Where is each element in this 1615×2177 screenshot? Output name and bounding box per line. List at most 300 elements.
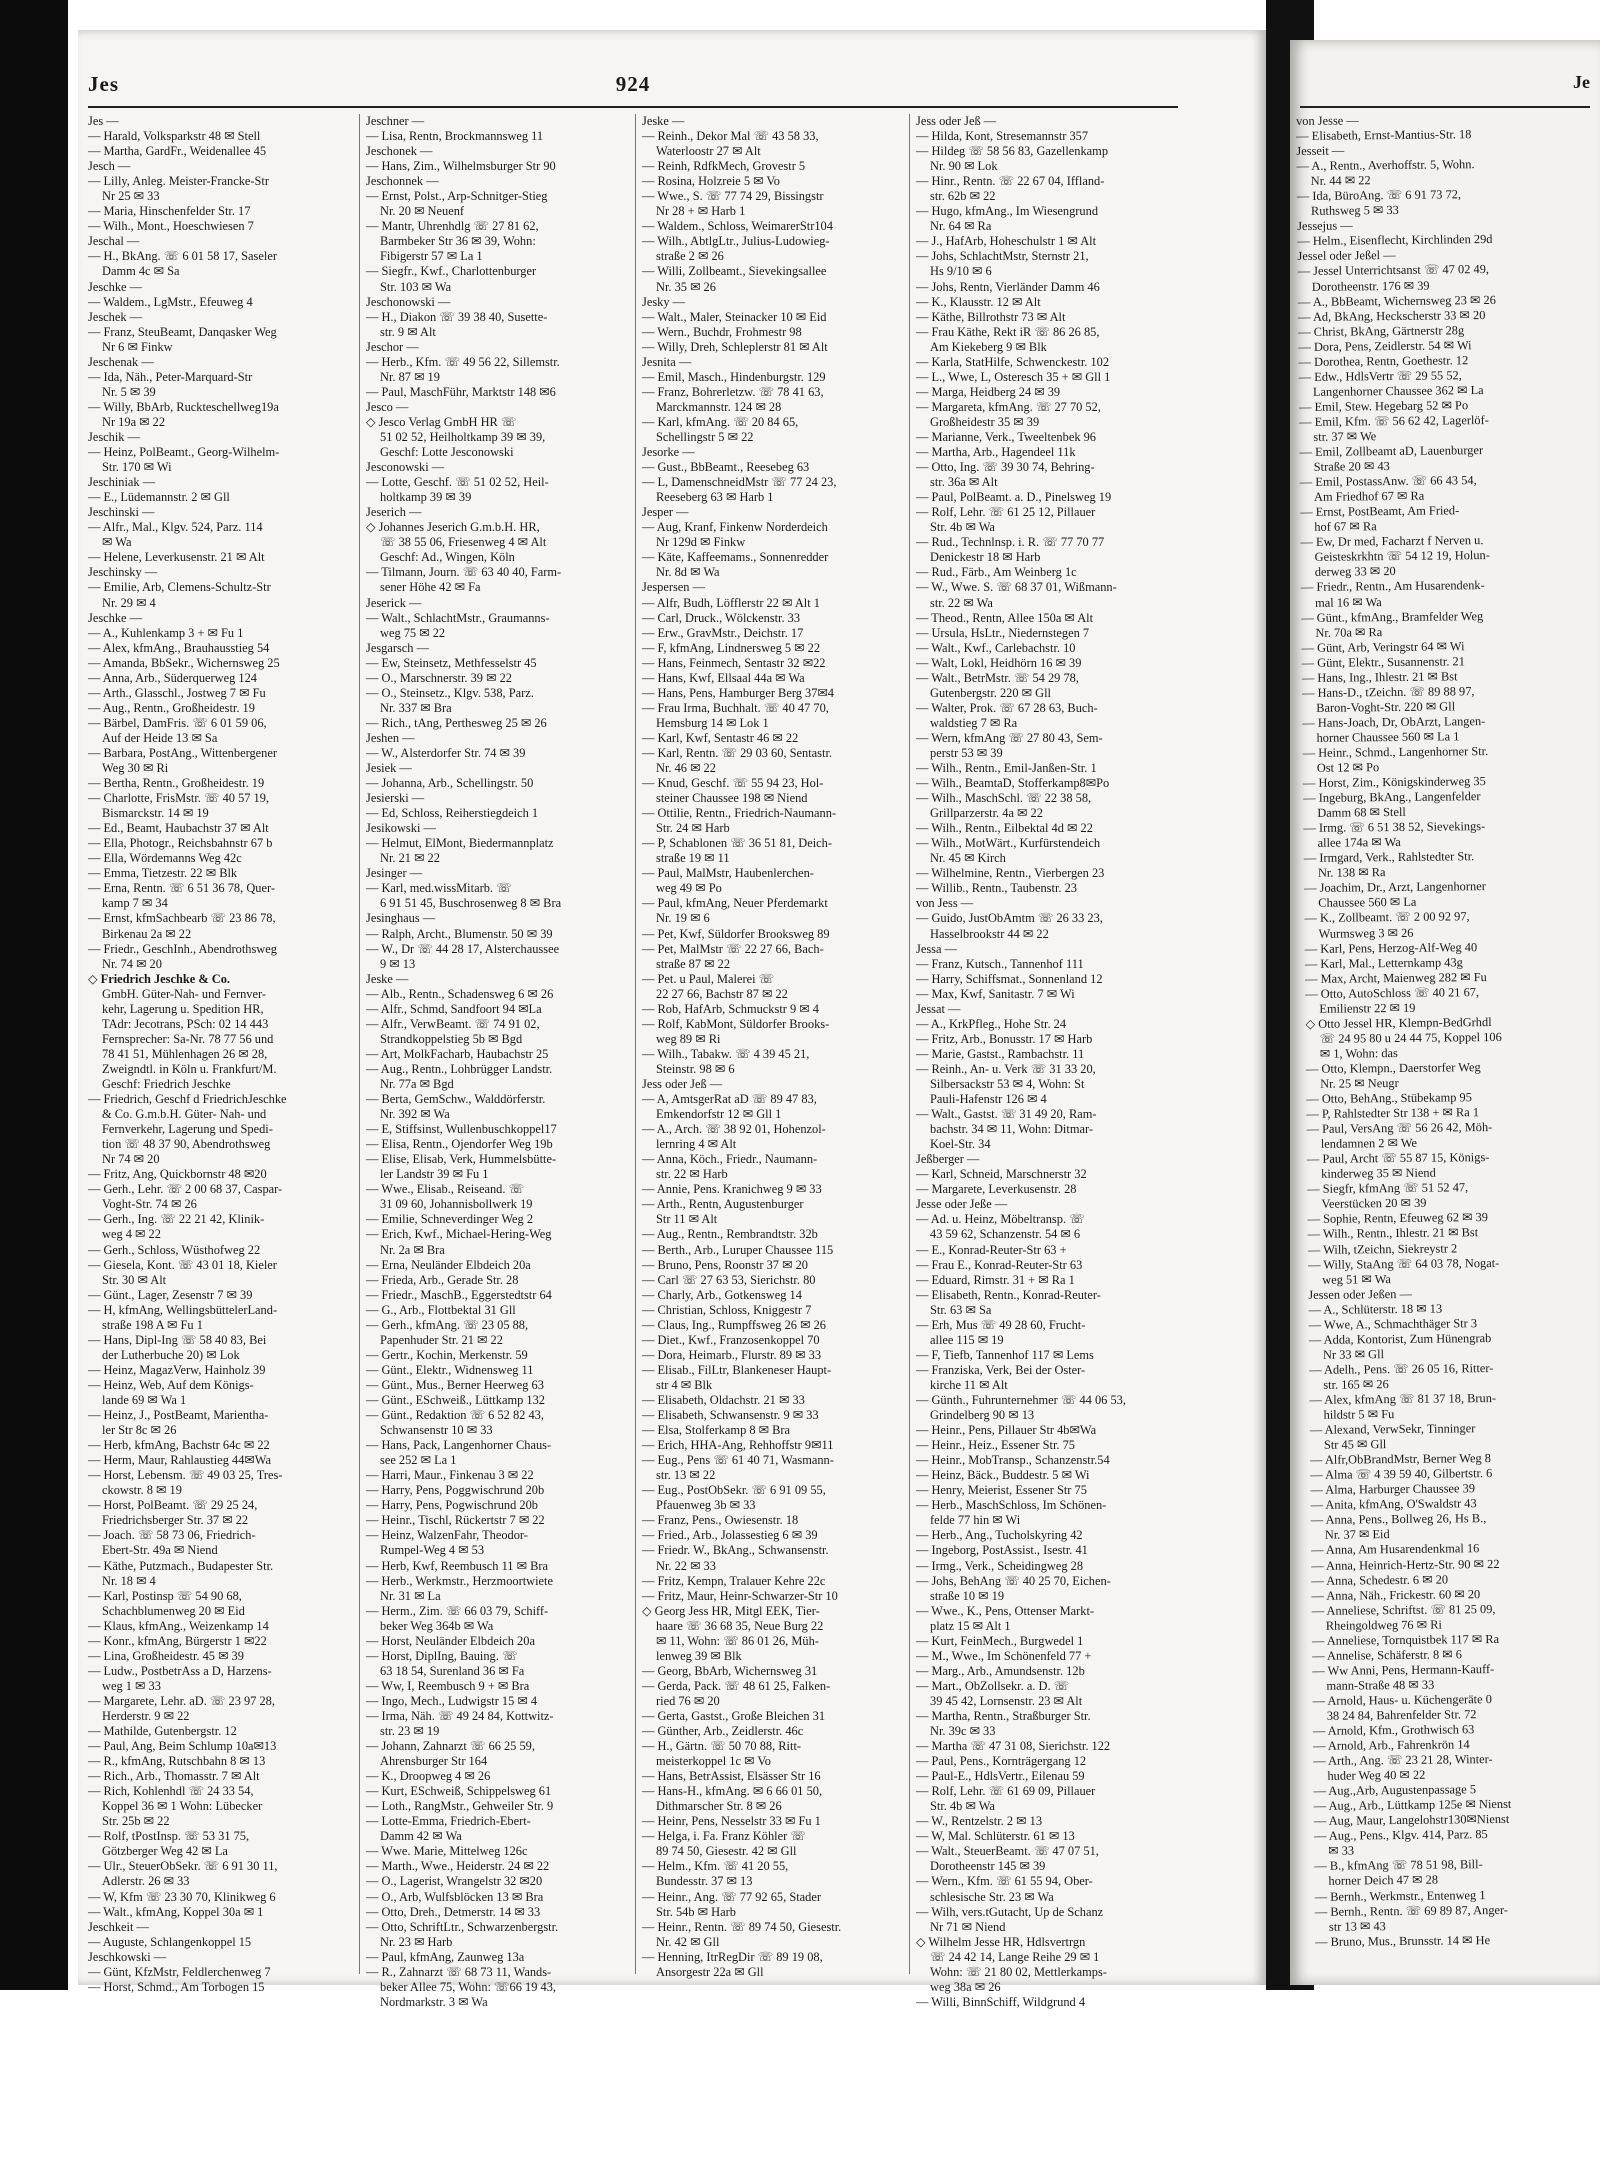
directory-entry-line: — W, Mal. Schlüterstr. 61 ✉ 13 <box>916 1829 1075 1844</box>
directory-entry-line: Marckmannstr. 124 ✉ 28 <box>656 399 782 414</box>
directory-entry-line: ler Str 8c ✉ 26 <box>102 1423 177 1438</box>
directory-entry-line: Nr. 25 ✉ Neugr <box>1320 1075 1399 1091</box>
page-number: 924 <box>615 72 651 96</box>
directory-entry-line: — Wilh., Mont., Hoeschwiesen 7 <box>88 219 254 234</box>
directory-entry-line: — H., Gärtn. ☏ 50 70 88, Ritt- <box>642 1739 802 1754</box>
directory-entry-line: str. 62b ✉ 22 <box>930 189 996 204</box>
directory-entry-line: — Wilh., Rentn., Eilbektal 4d ✉ 22 <box>916 821 1093 836</box>
directory-column-2 <box>366 114 628 2009</box>
directory-entry-line: — Gerh., Lehr. ☏ 2 00 68 37, Caspar- <box>88 1182 283 1197</box>
directory-entry-line: Großheidestr 35 ✉ 39 <box>930 414 1040 429</box>
directory-entry-line: Steinstr. 98 ✉ 6 <box>656 1061 735 1076</box>
directory-entry-line: — Diet., Kwf., Franzosenkoppel 70 <box>642 1332 820 1347</box>
directory-entry-line: str. 22 ✉ Wa <box>930 595 993 610</box>
directory-entry-line: Götzberger Weg 42 ✉ La <box>102 1844 228 1859</box>
directory-entry-line: — Otto, AutoSchloss ☏ 40 21 67, <box>1305 984 1480 1001</box>
directory-entry-line: — Alma ☏ 4 39 59 40, Gilbertstr. 6 <box>1310 1466 1493 1483</box>
directory-entry-line: — Elsa, Stolferkamp 8 ✉ Bra <box>642 1423 791 1438</box>
directory-entry-line: — Anneliese, Tornquistbek 117 ✉ Ra <box>1311 1631 1500 1648</box>
directory-entry-line: — Wern., Kfm. ☏ 61 55 94, Ober- <box>916 1874 1093 1889</box>
directory-entry-line: ried 76 ✉ 20 <box>656 1693 720 1708</box>
directory-entry-line: — Alfr., Mal., Klgv. 524, Parz. 114 <box>88 520 263 535</box>
directory-entry-line: Jessat — <box>916 1001 961 1016</box>
directory-entry-line: Koel-Str. 34 <box>930 1137 991 1152</box>
directory-entry-line: — Paul, VersAng ☏ 56 26 42, Möh- <box>1306 1120 1493 1137</box>
directory-entry-line: — Ew, Steinsetz, Methfesselstr 45 <box>366 655 537 670</box>
directory-entry-line: — Paul, Archt ☏ 55 87 15, Königs- <box>1306 1150 1490 1167</box>
directory-entry-line: — Horst, Schmd., Am Torbogen 15 <box>88 1979 265 1994</box>
directory-entry-line: ◇ Johannes Jeserich G.m.b.H. HR, <box>366 520 540 535</box>
directory-entry-line: haare ☏ 36 68 35, Neue Burg 22 <box>656 1618 824 1633</box>
directory-entry-line: — Walt., Maler, Steinacker 10 ✉ Eid <box>642 309 827 324</box>
directory-entry-line: — Alexand, VerwSekr, Tinninger <box>1309 1421 1476 1438</box>
directory-entry-line: — Irmg., Verk., Scheidingweg 28 <box>916 1558 1084 1573</box>
directory-entry-line: — O., Lagerist, Wrangelstr 32 ✉20 <box>366 1874 543 1889</box>
directory-entry-line: Geschf: Friedrich Jeschke <box>102 1077 231 1091</box>
directory-entry-line: — Margareta, kfmAng. ☏ 27 70 52, <box>916 399 1101 414</box>
directory-entry-line: — Georg, BbArb, Wichernsweg 31 <box>642 1663 818 1678</box>
directory-entry-line: — Otto, Klempn., Daerstorfer Weg <box>1305 1060 1481 1076</box>
directory-entry-line: — Paul, Pens., Kornträgergang 12 <box>916 1754 1087 1769</box>
directory-entry-line: — Walt., Gastst. ☏ 31 49 20, Ram- <box>916 1107 1097 1122</box>
directory-entry-line: — Gust., BbBeamt., Reesebeg 63 <box>642 460 810 475</box>
directory-entry-line: Emilienstr 22 ✉ 19 <box>1319 1000 1416 1016</box>
directory-entry-line: — Herb., Kfm. ☏ 49 56 22, Sillemstr. <box>366 354 560 369</box>
directory-entry-line: — Rolf, Lehr. ☏ 61 69 09, Pillauer <box>916 1784 1096 1799</box>
directory-entry-line: — Rolf, KabMont, Süldorfer Brooks- <box>642 1016 830 1031</box>
directory-column-1 <box>88 114 350 1994</box>
directory-entry-line: straße 87 ✉ 22 <box>656 956 731 971</box>
directory-entry-line: — Margarete, Leverkusenstr. 28 <box>916 1182 1077 1197</box>
directory-entry-line: Jessel oder Jeßel — <box>1297 248 1396 264</box>
directory-entry-line: — Johs, Rentn, Vierländer Damm 46 <box>916 279 1100 294</box>
directory-entry-line: — B., kfmAng ☏ 78 51 98, Bill- <box>1314 1857 1483 1874</box>
directory-entry-line: — Aug, Maur, Langelohstr130✉Nienst <box>1313 1812 1510 1829</box>
directory-entry-line: Ruthsweg 5 ✉ 33 <box>1310 203 1399 219</box>
directory-entry-line: — Bärbel, DamFris. ☏ 6 01 59 06, <box>88 715 267 730</box>
directory-entry-line: — Arth., Rentn, Augustenburger <box>642 1197 804 1212</box>
directory-entry-line: — Theod., Rentn, Allee 150a ✉ Alt <box>916 610 1094 625</box>
directory-entry-line: — Lilly, Anleg. Meister-Francke-Str <box>88 174 269 189</box>
directory-entry-line: — Elisa, Rentn., Ojendorfer Weg 19b <box>366 1137 553 1152</box>
directory-entry-line: Nr. 8d ✉ Wa <box>656 565 720 580</box>
directory-entry-line: — Walt., BetrMstr. ☏ 54 29 78, <box>916 670 1079 685</box>
directory-entry-line: — A., Kuhlenkamp 3 + ✉ Fu 1 <box>88 625 244 640</box>
column-divider <box>909 114 910 1974</box>
directory-entry-line: — Harry, Pens, Poggwischrund 20b <box>366 1483 545 1498</box>
directory-entry-line: Damm 68 ✉ Stell <box>1317 805 1406 820</box>
directory-entry-line: — Fritz, Ang, Quickbornstr 48 ✉20 <box>88 1167 267 1182</box>
right-page-header <box>1300 72 1590 108</box>
directory-entry-line: — Irmg. ☏ 6 51 38 52, Sievekings- <box>1303 819 1486 836</box>
directory-entry-line: — Heinz, Web, Auf dem Königs- <box>88 1377 254 1392</box>
directory-entry-line: — Emil, PostassAnw. ☏ 66 43 54, <box>1299 473 1477 490</box>
directory-entry-line: Nr. 46 ✉ 22 <box>656 761 716 776</box>
directory-entry-line: weg 75 ✉ 22 <box>380 625 446 640</box>
directory-entry-line: — Friedr., Rentn., Am Husarendenk- <box>1300 578 1485 595</box>
directory-entry-line: — Sophie, Rentn, Efeuweg 62 ✉ 39 <box>1307 1210 1489 1227</box>
directory-entry-line: Ansorgestr 22a ✉ Gll <box>656 1964 764 1979</box>
directory-entry-line: Jess oder Jeß — <box>916 114 997 128</box>
directory-entry-line: Dorotheenstr. 176 ✉ 39 <box>1311 278 1430 294</box>
directory-entry-line: — Karl, med.wissMitarb. ☏ <box>366 881 512 896</box>
directory-entry-line: Birkenau 2a ✉ 22 <box>102 926 192 941</box>
directory-entry-line: — Horst, DiplIng, Bauing. ☏ <box>366 1648 518 1663</box>
directory-entry-line: — Heinr., Rentn. ☏ 89 74 50, Giesestr. <box>642 1919 842 1934</box>
directory-entry-line: Nr. 21 ✉ 22 <box>380 851 440 866</box>
directory-entry-line: — Alex, kfmAng., Brauhausstieg 54 <box>88 640 270 655</box>
directory-entry-line: Jeschal — <box>88 234 140 249</box>
directory-entry-line: — Johs, BehAng ☏ 40 25 70, Eichen- <box>916 1573 1111 1588</box>
directory-entry-line: Geschf: Lotte Jesconowski <box>380 445 514 460</box>
directory-entry-line: — Fritz, Arb., Bonusstr. 17 ✉ Harb <box>916 1031 1093 1046</box>
right-running-head: Je <box>1573 72 1590 92</box>
directory-entry-line: huder Weg 40 ✉ 22 <box>1327 1767 1426 1783</box>
directory-entry-line: Hemsburg 14 ✉ Lok 1 <box>656 715 769 730</box>
directory-entry-line: — Ernst, kfmSachbearb ☏ 23 86 78, <box>88 911 276 926</box>
directory-entry-line: — Johs, SchlachtMstr, Sternstr 21, <box>916 249 1089 264</box>
directory-entry-line: — Giesela, Kont. ☏ 43 01 18, Kieler <box>88 1257 277 1272</box>
directory-entry-line: Jeschner — <box>366 114 425 128</box>
directory-entry-line: — Christ, BkAng, Gärtnerstr 28g <box>1298 322 1465 339</box>
directory-entry-line: — Walt., Kwf., Carlebachstr. 10 <box>916 640 1076 655</box>
directory-entry-line: — Gerh., Schloss, Wüsthofweg 22 <box>88 1242 261 1257</box>
directory-entry-line: Nr. 31 ✉ La <box>380 1588 441 1603</box>
directory-entry-line: — Erich, HHA-Ang, Rehhoffstr 9✉11 <box>642 1438 834 1453</box>
directory-entry-line: & Co. G.m.b.H. Güter- Nah- und <box>102 1107 267 1122</box>
directory-entry-line: lenweg 39 ✉ Blk <box>656 1648 742 1663</box>
directory-entry-line: Nr. 87 ✉ 19 <box>380 369 440 384</box>
directory-entry-line: Rumpel-Weg 4 ✉ 53 <box>380 1543 485 1558</box>
directory-entry-line: — Adda, Kontorist, Zum Hünengrab <box>1308 1330 1492 1347</box>
directory-entry-line: — Paul, MalMstr, Haubenlerchen- <box>642 866 814 881</box>
directory-entry-line: — Hans, Pens, Hamburger Berg 37✉4 <box>642 685 834 700</box>
directory-entry-line: Jeschik — <box>88 429 140 444</box>
directory-entry-line: — Heinz, MagazVerw, Hainholz 39 <box>88 1362 266 1377</box>
directory-entry-line: — Günt, KfzMstr, Feldlerchenweg 7 <box>88 1964 271 1979</box>
directory-entry-line: Nr 74 ✉ 20 <box>102 1152 160 1167</box>
directory-entry-line: — Waldem., LgMstr., Efeuweg 4 <box>88 294 253 309</box>
directory-entry-line: — Heinr., Schmd., Langenhorner Str. <box>1302 743 1489 760</box>
directory-entry-line: Str 11 ✉ Alt <box>656 1212 718 1227</box>
directory-entry-line: — Wilh., Tabakw. ☏ 4 39 45 21, <box>642 1046 810 1061</box>
directory-entry-line: — F, Tiefb, Tannenhof 117 ✉ Lems <box>916 1347 1094 1362</box>
directory-entry-line: Nr. 70a ✉ Ra <box>1315 624 1383 640</box>
directory-entry-line: — Willy, Dreh, Schleplerstr 81 ✉ Alt <box>642 339 828 354</box>
directory-entry-line: Koppel 36 ✉ 1 Wohn: Lübecker <box>102 1799 263 1814</box>
directory-entry-line: TAdr: Jecotrans, PSch: 02 14 443 <box>102 1016 269 1031</box>
directory-entry-line: — W., Dr ☏ 44 28 17, Alsterchaussee <box>366 941 560 956</box>
directory-entry-line: Damm 42 ✉ Wa <box>380 1829 462 1844</box>
directory-entry-line: — Emilie, Schneverdinger Weg 2 <box>366 1212 534 1227</box>
directory-entry-line: — Herb, Kwf, Reembusch 11 ✉ Bra <box>366 1558 548 1573</box>
directory-entry-line: steiner Chaussee 198 ✉ Niend <box>656 791 808 806</box>
directory-entry-line: — Emil, Kfm. ☏ 56 62 42, Lagerlöf- <box>1299 412 1489 429</box>
directory-entry-line: — Helga, i. Fa. Franz Köhler ☏ <box>642 1829 806 1844</box>
directory-entry-line: straße 2 ✉ 26 <box>656 249 724 264</box>
directory-entry-line: — Harald, Volksparkstr 48 ✉ Stell <box>88 129 261 144</box>
directory-entry-line: — Alfr., Schmd, Sandfoort 94 ✉La <box>366 1001 542 1016</box>
directory-entry-line: — Heinr, Pens, Nesselstr 33 ✉ Fu 1 <box>642 1814 821 1829</box>
directory-entry-line: — Rolf, tPostInsp. ☏ 53 31 75, <box>88 1829 250 1844</box>
page-header <box>88 72 1178 102</box>
directory-entry-line: kamp 7 ✉ 34 <box>102 896 168 911</box>
directory-entry-line: Jeske — <box>642 114 685 128</box>
directory-entry-line: — Günt, Arb, Veringstr 64 ✉ Wi <box>1301 638 1465 655</box>
directory-entry-line: horner Deich 47 ✉ 28 <box>1328 1873 1439 1889</box>
directory-entry-line: — Edw., HdlsVertr ☏ 29 55 52, <box>1298 368 1462 384</box>
directory-entry-line: — A., KrkPfleg., Hohe Str. 24 <box>916 1016 1067 1031</box>
directory-entry-line: — Henry, Meierist, Essener Str 75 <box>916 1483 1087 1498</box>
directory-entry-line: Dorotheenstr 145 ✉ 39 <box>930 1859 1046 1874</box>
directory-entry-line: Pfauenweg 3b ✉ 33 <box>656 1498 756 1513</box>
directory-entry-line: — Emil, Stew. Hegebarg 52 ✉ Po <box>1298 398 1469 414</box>
directory-entry-line: Jeschonek — <box>366 144 433 159</box>
directory-entry-line: Straße 20 ✉ 43 <box>1313 459 1390 474</box>
directory-entry-line: — Hans, Dipl-Ing ☏ 58 40 83, Bei <box>88 1332 267 1347</box>
directory-entry-line: lernring 4 ✉ Alt <box>656 1137 737 1152</box>
directory-entry-line: — Frau Käthe, Rekt iR ☏ 86 26 85, <box>916 324 1100 339</box>
directory-entry-line: — Martha, Rentn., Straßburger Str. <box>916 1708 1091 1723</box>
directory-entry-line: Nr. 18 ✉ 4 <box>102 1573 156 1588</box>
directory-entry-line: Geschf: Ad., Wingen, Köln <box>380 550 515 565</box>
directory-entry-line: — Mantr, Uhrenhdlg ☏ 27 81 62, <box>366 219 539 234</box>
directory-entry-line: — Heinz, PolBeamt., Georg-Wilhelm- <box>88 445 280 460</box>
directory-entry-line: Bundesstr. 37 ✉ 13 <box>656 1874 753 1889</box>
directory-entry-line: Grillparzerstr. 4a ✉ 22 <box>930 806 1043 821</box>
directory-entry-line: ✉ Wa <box>102 535 132 550</box>
directory-entry-line: — Mart., ObZollsekr. a. D. ☏ <box>916 1678 1070 1693</box>
directory-entry-line: Am Kiekeberg 9 ✉ Blk <box>930 339 1047 354</box>
directory-entry-line: — Willy, StaAng ☏ 64 03 78, Nogat- <box>1307 1255 1500 1272</box>
directory-entry-line: — Hans, Zim., Wilhelmsburger Str 90 <box>366 159 556 174</box>
directory-entry-line: Jeserick — <box>366 595 422 610</box>
directory-entry-line: Herderstr. 9 ✉ 22 <box>102 1708 190 1723</box>
directory-entry-line: — A, AmtsgerRat aD ☏ 89 47 83, <box>642 1092 817 1107</box>
directory-entry-line: Jessen oder Jeßen — <box>1308 1286 1413 1302</box>
directory-entry-line: Jeschkowski — <box>88 1949 167 1964</box>
directory-entry-line: 63 18 54, Surenland 36 ✉ Fa <box>380 1663 525 1678</box>
directory-entry-line: — Alfr,ObBrandMstr, Berner Weg 8 <box>1310 1451 1492 1468</box>
directory-entry-line: Jesseit — <box>1296 143 1345 159</box>
directory-entry-line: platz 15 ✉ Alt 1 <box>930 1618 1011 1633</box>
directory-entry-line: kinderweg 35 ✉ Niend <box>1321 1165 1436 1182</box>
directory-entry-line: — Wilh, tZeichn, Siekreystr 2 <box>1307 1240 1458 1257</box>
directory-entry-line: — Martha ☏ 47 31 08, Sierichstr. 122 <box>916 1739 1111 1754</box>
directory-entry-line: — Gertr., Kochin, Merkenstr. 59 <box>366 1347 528 1362</box>
directory-entry-line: — Wwe., K., Pens, Ottenser Markt- <box>916 1603 1095 1618</box>
directory-entry-line: Wurmsweg 3 ✉ 26 <box>1318 925 1414 941</box>
directory-entry-line: weg 51 ✉ Wa <box>1322 1271 1391 1287</box>
directory-entry-line: — Fritz, Maur, Heinr-Schwarzer-Str 10 <box>642 1588 838 1603</box>
directory-entry-line: Silbersackstr 53 ✉ 4, Wohn: St <box>930 1077 1085 1091</box>
directory-entry-line: — Annie, Pens. Kranichweg 9 ✉ 33 <box>642 1182 822 1197</box>
directory-entry-line: — Pet, MalMstr ☏ 22 27 66, Bach- <box>642 941 824 956</box>
directory-entry-line: Jeschiniak — <box>88 475 156 490</box>
directory-entry-line: — Rud., Färb., Am Weinberg 1c <box>916 565 1077 580</box>
directory-entry-line: — Frau E., Konrad-Reuter-Str 63 <box>916 1257 1083 1272</box>
directory-entry-line: — Wern, kfmAng ☏ 27 80 43, Sem- <box>916 730 1103 745</box>
directory-entry-line: — G., Arb., Flottbektal 31 Gll <box>366 1302 516 1317</box>
directory-entry-line: — Reinh, RdfkMech, Grovestr 5 <box>642 159 806 174</box>
directory-entry-line: — Hans-Joach, Dr, ObArzt, Langen- <box>1302 713 1486 730</box>
directory-entry-line: — O., Steinsetz., Klgv. 538, Parz. <box>366 685 534 700</box>
directory-entry-line: — Willi, Zollbeamt., Sievekingsallee <box>642 264 827 279</box>
directory-entry-line: — Karl, Rentn. ☏ 29 03 60, Sentastr. <box>642 745 832 760</box>
directory-entry-line: ☏ 24 42 14, Lange Reihe 29 ✉ 1 <box>930 1949 1100 1964</box>
directory-entry-line: — Aug, Kranf, Finkenw Norderdeich <box>642 520 828 535</box>
directory-entry-line: — Dorothea, Rentn, Goethestr. 12 <box>1298 352 1469 369</box>
directory-entry-line: Nordmarkstr. 3 ✉ Wa <box>380 1994 488 2009</box>
directory-entry-line: — Walter, Prok. ☏ 67 28 63, Buch- <box>916 700 1098 715</box>
directory-entry-line: Jesikowski — <box>366 821 436 836</box>
directory-entry-line: — Paul, kfmAng, Zaunweg 13a <box>366 1949 525 1964</box>
directory-entry-line: — Paul-E., HdlsVertr., Eilenau 59 <box>916 1769 1085 1784</box>
directory-entry-line: — Horst, Lebensm. ☏ 49 03 25, Tres- <box>88 1468 283 1483</box>
directory-entry-line: Jesnita — <box>642 354 692 369</box>
directory-entry-line: — Elisab., FilLtr, Blankeneser Haupt- <box>642 1362 832 1377</box>
directory-entry-line: Jes — <box>88 114 119 128</box>
directory-entry-line: — Waldem., Schloss, WeimarerStr104 <box>642 219 833 234</box>
directory-entry-line: — Hilda, Kont, Stresemannstr 357 <box>916 129 1089 144</box>
directory-entry-line: str 13 ✉ 43 <box>1328 1918 1386 1934</box>
directory-entry-line: — A., Arch. ☏ 38 92 01, Hohenzol- <box>642 1122 826 1137</box>
directory-entry-line: — Willi, BinnSchiff, Wildgrund 4 <box>916 1994 1086 2009</box>
directory-entry-line: ◇ Georg Jess HR, Mitgl EEK, Tier- <box>642 1603 820 1618</box>
directory-entry-line: — Aug., Rentn., Großheidestr. 19 <box>88 700 255 715</box>
directory-entry-line: ✉ 1, Wohn: das <box>1319 1045 1398 1061</box>
directory-entry-line: 43 59 62, Schanzenstr. 54 ✉ 6 <box>930 1227 1081 1242</box>
directory-entry-line: — Ed., Beamt, Haubachstr 37 ✉ Alt <box>88 821 269 836</box>
directory-entry-line: Voght-Str. 74 ✉ 26 <box>102 1197 197 1212</box>
directory-entry-line: — Wilh., MaschSchl. ☏ 22 38 58, <box>916 791 1092 806</box>
directory-entry-line: Nr. 138 ✉ Ra <box>1317 865 1386 881</box>
directory-entry-line: — Aug., Rentn., Lohbrügger Landstr. <box>366 1061 553 1076</box>
directory-entry-line: Schwansenstr 10 ✉ 33 <box>380 1423 493 1438</box>
directory-entry-line: — Lisa, Rentn, Brockmannsweg 11 <box>366 129 544 144</box>
directory-entry-line: — P, Schablonen ☏ 36 51 81, Deich- <box>642 836 832 851</box>
directory-entry-line: — Wern., Buchdr, Frohmestr 98 <box>642 324 802 339</box>
directory-entry-line: str. 22 ✉ Harb <box>656 1167 728 1182</box>
directory-entry-line: — Irma, Näh. ☏ 49 24 84, Kottwitz- <box>366 1708 554 1723</box>
directory-entry-line: holtkamp 39 ✉ 39 <box>380 490 472 505</box>
directory-entry-line: Jeßberger — <box>916 1152 980 1167</box>
directory-entry-line: GmbH. Güter-Nah- und Fernver- <box>102 986 266 1001</box>
directory-entry-line: — O., Marschnerstr. 39 ✉ 22 <box>366 670 512 685</box>
directory-entry-line: — Karla, StatHilfe, Schwenckestr. 102 <box>916 354 1110 369</box>
directory-entry-line: — Anna, Köch., Friedr., Naumann- <box>642 1152 818 1167</box>
directory-entry-line: — Heinr., Tischl, Rückertstr 7 ✉ 22 <box>366 1513 545 1528</box>
directory-entry-line: ler Landstr 39 ✉ Fu 1 <box>380 1167 489 1182</box>
directory-entry-line: ☏ 24 95 80 u 24 44 75, Koppel 106 <box>1319 1029 1502 1046</box>
directory-entry-line: — Rud., Technlnsp. i. R. ☏ 77 70 77 <box>916 535 1105 550</box>
right-header-rule <box>1300 106 1590 108</box>
directory-entry-line: — Bertha, Rentn., Großheidestr. 19 <box>88 776 265 791</box>
directory-entry-line: Nr 71 ✉ Niend <box>930 1919 1006 1934</box>
directory-entry-line: — Eug., Pens ☏ 61 40 71, Wasmann- <box>642 1453 834 1468</box>
directory-entry-line: horner Chaussee 560 ✉ La 1 <box>1316 729 1460 745</box>
directory-entry-line: — Käthe, Putzmach., Budapester Str. <box>88 1558 274 1573</box>
directory-entry-line: Nr. 5 ✉ 39 <box>102 384 156 399</box>
directory-entry-line: — Paul, Ang, Beim Schlump 10a✉13 <box>88 1739 277 1754</box>
directory-entry-line: — Ernst, PostBeamt, Am Fried- <box>1300 503 1460 520</box>
directory-entry-line: — Paul, MaschFühr, Marktstr 148 ✉6 <box>366 384 556 399</box>
directory-entry-line: derweg 33 ✉ 20 <box>1314 564 1396 580</box>
directory-entry-line: — A., Rentn., Averhoffstr. 5, Wohn. <box>1296 157 1475 174</box>
directory-entry-line: — Ingo, Mech., Ludwigstr 15 ✉ 4 <box>366 1693 538 1708</box>
directory-entry-line: — Aug., Rentn., Rembrandtstr. 32b <box>642 1227 818 1242</box>
directory-entry-line: — Arnold, Arb., Fahrenkrön 14 <box>1313 1737 1470 1753</box>
directory-entry-line: Langenhorner Chaussee 362 ✉ La <box>1312 382 1484 399</box>
directory-entry-line: Str. 103 ✉ Wa <box>380 279 452 294</box>
directory-entry-line: — Martha, GardFr., Weidenallee 45 <box>88 144 267 159</box>
directory-entry-line: Jeschkeit — <box>88 1919 149 1934</box>
directory-entry-line: — Bernh., Rentn. ☏ 69 89 87, Anger- <box>1314 1902 1509 1919</box>
directory-entry-line: — Willib., Rentn., Taubenstr. 23 <box>916 881 1077 896</box>
directory-entry-line: str. 13 ✉ 22 <box>656 1468 716 1483</box>
directory-entry-line: felde 77 hin ✉ Wi <box>930 1513 1021 1528</box>
directory-entry-line: — Maria, Hinschenfelder Str. 17 <box>88 204 251 219</box>
directory-entry-line: — Gerh., Ing. ☏ 22 21 42, Klinik- <box>88 1212 265 1227</box>
directory-entry-line: — Hans, Kwf, Ellsaal 44a ✉ Wa <box>642 670 805 685</box>
directory-entry-line: Nr. 39c ✉ 33 <box>930 1724 996 1739</box>
directory-entry-line: — Lotte-Emma, Friedrich-Ebert- <box>366 1814 531 1829</box>
directory-entry-line: — Marie, Gastst., Rambachstr. 11 <box>916 1046 1085 1061</box>
directory-entry-line: beker Allee 75, Wohn: ☏66 19 43, <box>380 1979 557 1994</box>
directory-entry-line: Jess oder Jeß — <box>642 1077 723 1091</box>
directory-entry-line: — Max, Archt, Maienweg 282 ✉ Fu <box>1304 969 1487 986</box>
directory-entry-line: Grindelberg 90 ✉ 13 <box>930 1408 1035 1423</box>
directory-entry-line: — Friedr., GeschInh., Abendrothsweg <box>88 941 277 956</box>
directory-entry-line: — Johann, Zahnarzt ☏ 66 25 59, <box>366 1739 535 1754</box>
directory-entry-line: — Walt., SteuerBeamt. ☏ 47 07 51, <box>916 1844 1099 1859</box>
directory-entry-line: Nr. 2a ✉ Bra <box>380 1242 445 1257</box>
directory-entry-line: — Friedr. W., BkAng., Schwansenstr. <box>642 1543 829 1558</box>
directory-entry-line: — Marga, Heidberg 24 ✉ 39 <box>916 384 1061 399</box>
directory-entry-line: — Emma, Tietzestr. 22 ✉ Blk <box>88 866 238 881</box>
directory-entry-line: — Hans, BetrAssist, Elsässer Str 16 <box>642 1769 821 1784</box>
directory-entry-line: lande 69 ✉ Wa 1 <box>102 1392 187 1407</box>
directory-entry-line: Nr 28 + ✉ Harb 1 <box>656 204 746 219</box>
directory-entry-line: Nr. 337 ✉ Bra <box>380 700 452 715</box>
directory-entry-line: — Loth., RangMstr., Gehweiler Str. 9 <box>366 1799 554 1814</box>
directory-entry-line: see 252 ✉ La 1 <box>380 1453 457 1468</box>
directory-entry-line: — Hinr., Rentn. ☏ 22 67 04, Iffland- <box>916 174 1105 189</box>
directory-entry-line: Nr 6 ✉ Finkw <box>102 339 173 354</box>
directory-entry-line: Adlerstr. 26 ✉ 33 <box>102 1874 190 1889</box>
directory-entry-line: — Heinr., MobTransp., Schanzenstr.54 <box>916 1453 1110 1468</box>
directory-entry-line: — W., Alsterdorfer Str. 74 ✉ 39 <box>366 745 526 760</box>
directory-entry-line: — Harry, Schiffsmat., Sonnenland 12 <box>916 971 1103 986</box>
directory-entry-line: — Günth., Fuhrunternehmer ☏ 44 06 53, <box>916 1392 1126 1407</box>
directory-entry-line: — Günt, Elektr., Susannenstr. 21 <box>1301 653 1465 670</box>
directory-entry-line: Auf der Heide 13 ✉ Sa <box>102 730 218 745</box>
directory-entry-line: 38 24 84, Bahrenfelder Str. 72 <box>1326 1707 1477 1723</box>
directory-entry-line: — Berta, GemSchw., Walddörferstr. <box>366 1092 546 1107</box>
directory-entry-line: — Ella, Photogr., Reichsbahnstr 67 b <box>88 836 273 851</box>
directory-entry-line: — Hans-D., tZeichn. ☏ 89 88 97, <box>1301 683 1475 700</box>
directory-entry-line: — Erw., GravMstr., Deichstr. 17 <box>642 625 804 640</box>
column-divider <box>635 114 636 1974</box>
directory-entry-line: — Günt., kfmAng., Bramfelder Weg <box>1301 608 1484 625</box>
directory-entry-line: — Horst, PolBeamt. ☏ 29 25 24, <box>88 1498 258 1513</box>
directory-entry-line: Str 45 ✉ Gll <box>1323 1437 1387 1452</box>
directory-entry-line: — Wilh., Rentn., Ihlestr. 21 ✉ Bst <box>1307 1225 1479 1242</box>
directory-entry-line: ckowstr. 8 ✉ 19 <box>102 1483 182 1498</box>
directory-entry-line: perstr 53 ✉ 39 <box>930 745 1003 760</box>
directory-entry-line: Weg 30 ✉ Ri <box>102 761 169 776</box>
directory-entry-line: Strandkoppelstieg 5b ✉ Bgd <box>380 1031 523 1046</box>
